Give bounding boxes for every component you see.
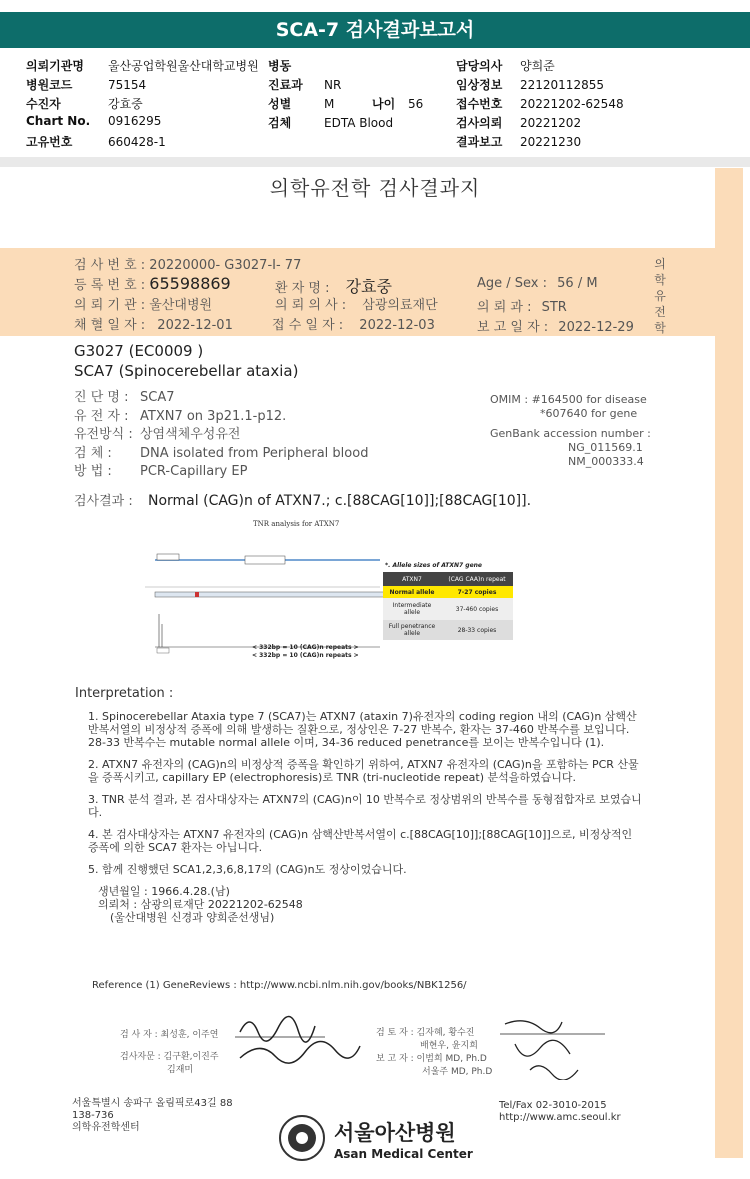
test-code xyxy=(74,342,203,360)
reg-no-label: 등 록 번 호 : xyxy=(74,278,146,293)
age-label: 나이 xyxy=(372,97,396,111)
dept-value: STR xyxy=(541,300,567,315)
header-label: Chart No. xyxy=(26,114,91,128)
header-value: 20221230 xyxy=(520,135,582,149)
reporter-1: 보 고 자 : 이범희 MD, Ph.D xyxy=(376,1054,487,1064)
address-3: 의학유전학센터 xyxy=(72,1122,140,1133)
side-vertical-label: 의학유전학 xyxy=(654,257,666,335)
header-value: 660428-1 xyxy=(108,135,166,149)
org-label: 의 뢰 기 관 : xyxy=(74,298,146,313)
gene-label: 유 전 자 : xyxy=(74,408,129,424)
header-label: 임상정보 xyxy=(456,78,503,92)
allele-cell: 28-33 copies xyxy=(457,626,497,634)
header-value: 20221202 xyxy=(520,116,582,130)
age-value: 56 xyxy=(408,97,424,111)
hospital-logo xyxy=(334,1117,473,1161)
allele-cell: Normal allele xyxy=(389,588,435,596)
exam-no-label: 검 사 번 호 : xyxy=(74,258,146,273)
website: http://www.amc.seoul.kr xyxy=(499,1112,621,1123)
reference: Reference (1) GeneReviews : http://www.ncbi.nlm.nih.gov/books/NBK1256/ xyxy=(92,980,467,991)
header-label: 수진자 xyxy=(26,97,61,111)
dept-label: 의 뢰 과 : xyxy=(477,300,532,315)
header-label: 병동 xyxy=(268,59,292,73)
dept-block xyxy=(477,296,567,315)
agesex-label: Age / Sex : xyxy=(477,276,548,291)
reporter-2: 서울주 MD, Ph.D xyxy=(422,1067,493,1077)
allele-cell: Full penetrance allele xyxy=(388,623,436,637)
report-value: 2022-12-29 xyxy=(558,320,634,335)
figure-note-2: < 332bp = 10 (CAG)n repeats > xyxy=(252,652,359,659)
header-value: 강효중 xyxy=(108,97,143,111)
genbank-label: GenBank accession number : xyxy=(490,427,651,440)
interp-p3: 3. TNR 분석 결과, 본 검사대상자는 ATXN7의 (CAG)n이 10 반복수로 정상범위의 반복수를 동형접합자로 보였습니다. xyxy=(88,793,642,819)
logo-english: Asan Medical Center xyxy=(334,1147,473,1161)
tnr-figure xyxy=(115,518,515,668)
interp-birth: 생년월일 : 1966.4.28.(남) xyxy=(98,885,230,898)
org-value: 울산대병원 xyxy=(149,298,213,313)
header-value: 75154 xyxy=(108,78,147,92)
method-value: PCR-Capillary EP xyxy=(140,464,248,479)
address-2: 138-736 xyxy=(72,1110,114,1121)
band-row-2 xyxy=(74,274,231,293)
interp-p1b: 28-33 반복수는 mutable normal allele 이며, 34-36 reduced penetrance를 보이는 반복수입니다 (1). xyxy=(88,736,605,749)
header-label: 고유번호 xyxy=(26,135,73,149)
interp-p5: 5. 함께 진행했던 SCA1,2,3,6,8,17의 (CAG)n도 정상이었습니다. xyxy=(88,863,407,876)
patient-name: 강효중 xyxy=(345,277,392,296)
agesex-value: 56 / M xyxy=(557,276,598,291)
figure-notes xyxy=(252,644,359,660)
interpretation-body xyxy=(88,710,644,924)
receive-block xyxy=(272,314,435,333)
header-label: 진료과 xyxy=(268,78,303,92)
tel: Tel/Fax 02-3010-2015 xyxy=(499,1100,607,1111)
interp-p2: 2. ATXN7 유전자의 (CAG)n의 비정상적 증폭을 확인하기 위하여, ATXN7 유전자의 (CAG)n을 포함하는 PCR 산물을 증폭시키고, capillary EP (electrophoresis)로 TNR (tri-nucleotide repeat) 분석을하였습니다. xyxy=(88,758,639,784)
header-value: 22120112855 xyxy=(520,78,604,92)
omim-block xyxy=(490,393,651,469)
reviewer-2: 배현우, 윤지희 xyxy=(420,1041,478,1051)
allele-cell: 7-27 copies xyxy=(457,588,497,596)
genbank-1: NG_011569.1 xyxy=(568,441,643,454)
allele-col-1: ATXN7 xyxy=(402,575,422,583)
allele-table xyxy=(383,572,513,640)
header-value: 0916295 xyxy=(108,114,162,128)
test-name: SCA7 (Spinocerebellar ataxia) xyxy=(74,362,299,380)
electropherogram xyxy=(115,532,385,662)
header-label: 병원코드 xyxy=(26,78,73,92)
report-title: SCA-7 검사결과보고서 xyxy=(275,19,475,41)
inherit-value: 상염색체우성유전 xyxy=(140,427,241,442)
doctor-label: 의 뢰 의 사 : xyxy=(275,298,347,313)
foundation-logo xyxy=(278,1114,326,1162)
result-row xyxy=(74,490,531,509)
band-row-4 xyxy=(74,314,233,333)
collect-value: 2022-12-01 xyxy=(157,318,233,333)
collect-label: 채 혈 일 자 : xyxy=(74,318,146,333)
header-right xyxy=(456,57,726,152)
omim-gene: *607640 xyxy=(540,407,588,420)
header-value: NR xyxy=(324,78,342,92)
figure-title: TNR analysis for ATXN7 xyxy=(253,520,340,528)
header-mid xyxy=(268,57,458,133)
address-1: 서울특별시 송파구 올림픽로43길 88 xyxy=(72,1098,233,1109)
method-label: 방 법 : xyxy=(74,464,112,479)
header-label: 검사의뢰 xyxy=(456,116,503,130)
advisor-1: 검사자문 : 김구환,이진주 xyxy=(120,1052,219,1062)
header-value: 울산공업학원울산대학교병원 xyxy=(108,59,259,73)
header-label: 의뢰기관명 xyxy=(26,59,84,73)
gene-value: ATXN7 on 3p21.1-p12. xyxy=(140,408,287,424)
allele-cell: 37-460 copies xyxy=(455,605,499,613)
agesex-block xyxy=(477,276,598,291)
header-label: 성별 xyxy=(268,97,292,111)
figure-note-1: < 332bp = 10 (CAG)n repeats > xyxy=(252,644,359,651)
allele-cell: Intermediate allele xyxy=(392,602,432,616)
patient-label: 환 자 명 : xyxy=(275,281,330,296)
doctor-block xyxy=(275,294,438,313)
inherit-label: 유전방식 : xyxy=(74,427,133,442)
divider xyxy=(0,157,750,167)
logo-korean: 서울아산병원 xyxy=(334,1121,456,1145)
test-details xyxy=(74,389,368,482)
interp-req-2: (울산대병원 신경과 양희준선생님) xyxy=(110,911,275,924)
document-title: 의학유전학 검사결과지 xyxy=(269,176,481,200)
result-label: 검사결과 : xyxy=(74,494,133,509)
test-code-1: G3027 xyxy=(74,342,124,360)
dx-value: SCA7 xyxy=(140,390,175,405)
header-value: EDTA Blood xyxy=(324,116,394,130)
exam-no: 20220000- G3027-I- 77 xyxy=(149,258,302,273)
header-label: 담당의사 xyxy=(456,59,503,73)
omim-disease-note: for disease xyxy=(586,393,647,406)
allele-table-title: *. Allele sizes of ATXN7 gene xyxy=(385,562,482,569)
address xyxy=(72,1098,233,1134)
header-value: M xyxy=(324,97,335,111)
reviewer-1: 검 토 자 : 김자혜, 황수진 xyxy=(376,1028,475,1038)
interp-req-1: 의뢰처 : 삼광의료재단 20221202-62548 xyxy=(98,898,303,911)
specimen-value: DNA isolated from Peripheral blood xyxy=(140,445,369,461)
band-row-1 xyxy=(74,254,301,273)
interpretation-title: Interpretation : xyxy=(75,686,174,701)
omim-gene-note: for gene xyxy=(591,407,638,420)
receive-value: 2022-12-03 xyxy=(359,318,435,333)
report-block xyxy=(477,316,634,335)
interp-p4: 4. 본 검사대상자는 ATXN7 유전자의 (CAG)n 삼핵산반복서열이 c.[88CAG[10]];[88CAG[10]]으로, 비정상적인 증폭에 의한 SCA7 환자는 아닙니다. xyxy=(88,828,633,854)
specimen-label: 검 체 : xyxy=(74,445,112,461)
report-title-bar xyxy=(0,12,750,48)
advisor-2: 김재미 xyxy=(167,1065,194,1075)
result-value: Normal (CAG)n of ATXN7.; c.[88CAG[10]];[88CAG[10]]. xyxy=(148,493,532,509)
dx-label: 진 단 명 : xyxy=(74,390,129,405)
header-label: 검체 xyxy=(268,116,292,130)
header-label: 접수번호 xyxy=(456,97,503,111)
tester: 검 사 자 : 최성훈, 이주연 xyxy=(120,1030,219,1040)
contact xyxy=(499,1100,621,1124)
doctor-value: 삼광의료재단 xyxy=(362,298,438,313)
header-value: 양희준 xyxy=(520,59,555,73)
interp-p1: 1. Spinocerebellar Ataxia type 7 (SCA7)는 ATXN7 (ataxin 7)유전자의 coding region 내의 (CAG)n 삼핵산 반복서열의 비정상적 증폭에 의해 발생하는 질환으로, 정상인은 7-27 반복수, 환자는 37-460 반복수를 보입니다. xyxy=(88,710,637,736)
header-value: 20221202-62548 xyxy=(520,97,624,111)
header-label: 결과보고 xyxy=(456,135,503,149)
report-label: 보 고 일 자 : xyxy=(477,320,549,335)
header-left xyxy=(26,57,266,152)
allele-col-2: (CAG CAA)n repeat xyxy=(448,575,506,583)
genbank-2: NM_000333.4 xyxy=(568,455,644,468)
test-code-2: (EC0009 ) xyxy=(128,342,204,360)
signature-marks xyxy=(100,1010,700,1080)
scan-edge xyxy=(715,168,743,1158)
omim-label: OMIM : xyxy=(490,393,529,406)
reg-no: 65598869 xyxy=(149,274,231,293)
receive-label: 접 수 일 자 : xyxy=(272,318,344,333)
omim-disease: #164500 xyxy=(531,393,583,406)
band-row-3 xyxy=(74,294,212,313)
